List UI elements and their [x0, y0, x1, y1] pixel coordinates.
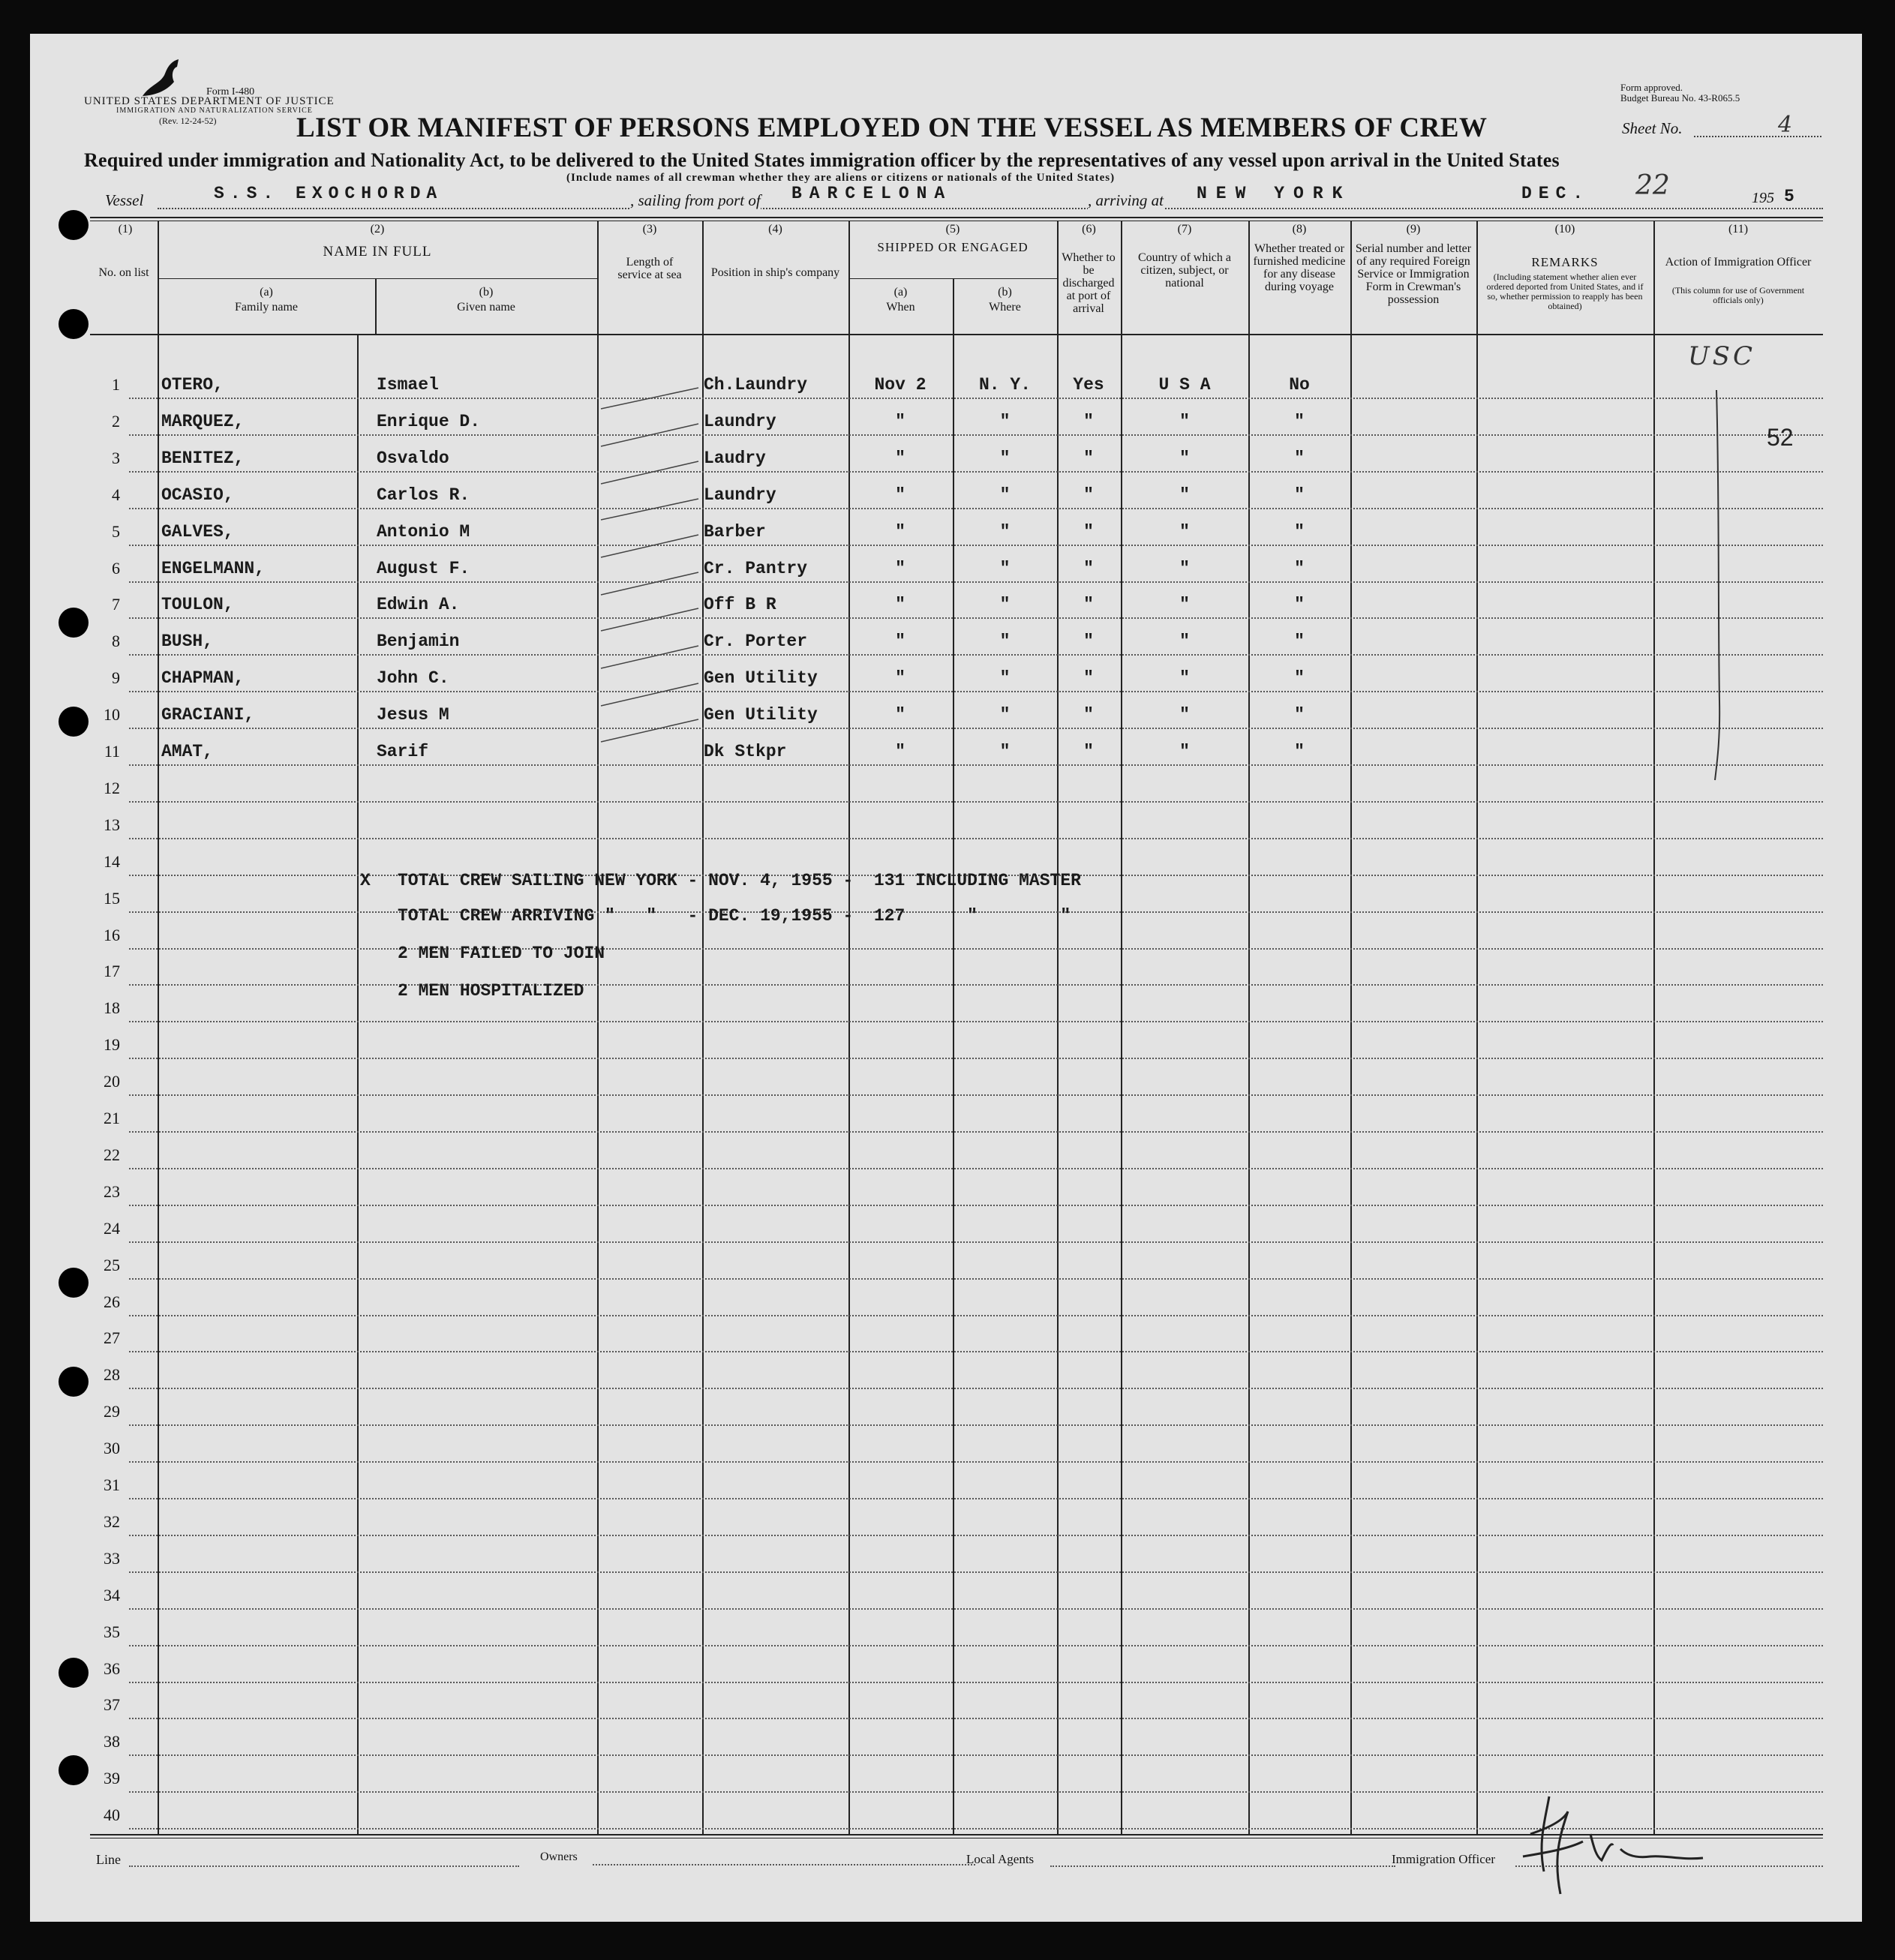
row-number: 16: [104, 925, 120, 944]
cell-given: John C.: [377, 668, 449, 689]
row-number: 6: [112, 558, 120, 578]
cell-given: Carlos R.: [377, 485, 470, 505]
row-number: 7: [112, 595, 120, 614]
cell-family: GRACIANI,: [161, 705, 255, 725]
cell-given: Edwin A.: [377, 595, 460, 615]
cell-country: ": [1179, 705, 1190, 725]
cell-country: ": [1179, 668, 1190, 689]
cell-discharged: ": [1083, 521, 1094, 542]
row-number: 13: [104, 815, 120, 834]
col4-num: (4): [768, 223, 782, 236]
row-number: 4: [112, 485, 120, 504]
cell-position: Off B R: [704, 595, 776, 615]
row-number: 36: [104, 1658, 120, 1678]
row-number: 30: [104, 1439, 120, 1458]
cell-where: ": [999, 742, 1011, 761]
col7-header: Country of which a citizen, subject, or national: [1138, 251, 1231, 290]
cell-family: MARQUEZ,: [161, 411, 245, 431]
binder-hole: [59, 210, 89, 240]
cell-given: Jesus M: [377, 705, 449, 725]
cell-position: Cr. Pantry: [704, 558, 808, 578]
cell-where: ": [999, 668, 1011, 689]
footer-officer-label: Immigration Officer: [1392, 1852, 1496, 1866]
footer-line-label: Line: [96, 1852, 121, 1867]
cell-medicine: ": [1294, 448, 1305, 468]
cell-medicine: ": [1294, 705, 1305, 725]
row-number: 2: [112, 411, 120, 431]
cell-medicine: ": [1294, 521, 1305, 542]
col2-header: NAME IN FULL: [323, 244, 432, 260]
row-number: 34: [104, 1585, 120, 1604]
length-of-service-strokes: [597, 371, 702, 761]
binder-hole: [59, 309, 89, 339]
cell-discharged: ": [1083, 632, 1094, 652]
binder-hole: [59, 1755, 89, 1785]
col11-note: (This column for use of Government officials only): [1671, 285, 1805, 305]
row-number: 29: [104, 1402, 120, 1421]
col5b-num: (b): [998, 286, 1012, 299]
cell-where: ": [999, 595, 1011, 615]
row-number: 35: [104, 1622, 120, 1641]
cell-discharged: ": [1083, 411, 1094, 431]
col11-num: (11): [1728, 223, 1749, 236]
binder-hole: [59, 1367, 89, 1397]
ink-blot-icon: [135, 55, 188, 101]
summary-line1: TOTAL CREW SAILING NEW YORK - NOV. 4, 1955 - 131 INCLUDING MASTER: [398, 871, 1081, 890]
cell-given: Osvaldo: [377, 448, 449, 468]
cell-where: ": [999, 705, 1011, 725]
cell-when: ": [895, 595, 905, 615]
col10-num: (10): [1554, 223, 1575, 236]
row-number: 11: [104, 742, 120, 761]
col1-header: No. on list: [98, 266, 149, 279]
row-number: 32: [104, 1511, 120, 1531]
cell-position: Barber: [704, 521, 766, 542]
row-number: 37: [104, 1695, 120, 1715]
row-number: 39: [104, 1769, 120, 1788]
col11-header: Action of Immigration Officer: [1665, 256, 1812, 269]
cell-family: ENGELMANN,: [161, 558, 266, 578]
cell-country: ": [1179, 521, 1190, 542]
col10-note: (Including statement whether alien ever ordered deported from United States, and if so, whether permission to reapply has been obtained): [1486, 272, 1644, 311]
col5a-num: (a): [893, 286, 908, 299]
cell-when: Nov 2: [874, 375, 926, 395]
col4-header: Position in ship's company: [710, 266, 840, 279]
row-number: 28: [104, 1365, 120, 1385]
officer-signature: [1508, 1789, 1710, 1901]
cell-where: ": [999, 521, 1011, 542]
sheet-number: 4: [1778, 112, 1793, 138]
col3-header: Length of service at sea: [617, 256, 682, 281]
page-title: LIST OR MANIFEST OF PERSONS EMPLOYED ON THE VESSEL AS MEMBERS OF CREW: [296, 113, 1488, 143]
cell-discharged: ": [1083, 558, 1094, 578]
row-number: 38: [104, 1732, 120, 1751]
sheet-label: Sheet No.: [1622, 119, 1683, 137]
cell-position: Dk Stkpr: [704, 742, 787, 761]
col6-num: (6): [1082, 223, 1096, 236]
cell-position: Cr. Porter: [704, 632, 808, 652]
cell-where: ": [999, 558, 1011, 578]
col6-header: Whether to be discharged at port of arrival: [1062, 251, 1116, 315]
col2a-header: Family name: [235, 301, 298, 314]
cell-discharged: ": [1083, 595, 1094, 615]
cell-position: Ch.Laundry: [704, 375, 808, 395]
cell-when: ": [895, 742, 905, 761]
summary-line2: TOTAL CREW ARRIVING " " - DEC. 19,1955 - 127 " ": [398, 906, 1071, 926]
cell-where: N. Y.: [978, 375, 1031, 395]
binder-hole: [59, 608, 89, 638]
row-number: 33: [104, 1548, 120, 1568]
cell-when: ": [895, 485, 905, 505]
cell-discharged: ": [1083, 742, 1094, 761]
cell-discharged: ": [1083, 705, 1094, 725]
binder-hole: [59, 1268, 89, 1298]
inclusion-note: (Include names of all crewman whether they are aliens or citizens or nationals of the United States): [566, 172, 1116, 184]
col5b-header: Where: [989, 301, 1021, 314]
row-number: 40: [104, 1805, 120, 1825]
row-number: 5: [112, 521, 120, 541]
cell-discharged: ": [1083, 485, 1094, 505]
cell-family: BUSH,: [161, 632, 214, 652]
service-name: IMMIGRATION AND NATURALIZATION SERVICE: [116, 107, 313, 115]
cell-country: ": [1179, 595, 1190, 615]
footer-owners-label: Owners: [540, 1850, 578, 1863]
summary-line3: 2 MEN FAILED TO JOIN: [398, 944, 605, 963]
cell-position: Laudry: [704, 448, 766, 468]
cell-medicine: ": [1294, 411, 1305, 431]
row-number: 8: [112, 632, 120, 651]
cell-when: ": [895, 558, 905, 578]
cell-family: GALVES,: [161, 521, 234, 542]
col2b-num: (b): [479, 286, 494, 299]
cell-where: ": [999, 632, 1011, 652]
cell-given: Antonio M: [377, 521, 470, 542]
cell-country: ": [1179, 411, 1190, 431]
row-number: 26: [104, 1292, 120, 1311]
row-number: 22: [104, 1145, 120, 1164]
cell-when: ": [895, 448, 905, 468]
form-number: Form I-480: [206, 86, 255, 98]
binder-hole: [59, 1658, 89, 1688]
row-number: 9: [112, 668, 120, 688]
cell-discharged: Yes: [1073, 375, 1104, 395]
footer-agents-label: Local Agents: [966, 1852, 1035, 1866]
cell-medicine: ": [1294, 742, 1305, 761]
cell-given: Sarif: [377, 742, 429, 761]
vessel-label: Vessel: [105, 191, 144, 209]
cell-where: ": [999, 411, 1011, 431]
cell-given: Benjamin: [377, 632, 460, 652]
cell-family: CHAPMAN,: [161, 668, 245, 689]
col5-header: SHIPPED OR ENGAGED: [877, 240, 1029, 254]
cell-medicine: ": [1294, 632, 1305, 652]
cell-medicine: No: [1289, 375, 1310, 395]
row-number: 20: [104, 1072, 120, 1091]
row-number: 23: [104, 1181, 120, 1201]
cell-country: ": [1179, 558, 1190, 578]
col1-num: (1): [118, 223, 133, 236]
cell-medicine: ": [1294, 668, 1305, 689]
department-name: UNITED STATES DEPARTMENT OF JUSTICE: [84, 95, 335, 107]
row-number: 31: [104, 1475, 120, 1494]
cell-when: ": [895, 668, 905, 689]
col8-num: (8): [1292, 223, 1307, 236]
cell-given: Enrique D.: [377, 411, 481, 431]
row-number: 14: [104, 851, 120, 871]
cell-when: ": [895, 632, 905, 652]
cell-country: U S A: [1158, 375, 1211, 395]
cell-where: ": [999, 448, 1011, 468]
cell-medicine: ": [1294, 485, 1305, 505]
row-number: 25: [104, 1255, 120, 1274]
cell-position: Gen Utility: [704, 705, 818, 725]
cell-country: ": [1179, 448, 1190, 468]
cell-position: Gen Utility: [704, 668, 818, 689]
row-number: 24: [104, 1218, 120, 1238]
cell-family: AMAT,: [161, 742, 214, 761]
col7-num: (7): [1177, 223, 1192, 236]
arrival-port: NEW YORK: [1197, 184, 1352, 203]
year-prefix: 195: [1752, 190, 1774, 206]
cell-position: Laundry: [704, 485, 776, 505]
col9-header: Serial number and letter of any required Foreign Service or Immigration Form in Crewman's possession: [1355, 242, 1472, 306]
row-number: 12: [104, 778, 120, 797]
binder-hole: [59, 707, 89, 737]
cell-medicine: ": [1294, 558, 1305, 578]
budget-bureau: Budget Bureau No. 43-R065.5: [1620, 92, 1740, 104]
cell-country: ": [1179, 742, 1190, 761]
vessel-name: S.S. EXOCHORDA: [214, 184, 443, 203]
col2a-num: (a): [260, 286, 273, 299]
row-number: 21: [104, 1109, 120, 1127]
arriving-label: , arriving at: [1088, 191, 1164, 209]
count-annotation: 52: [1767, 424, 1794, 451]
arrival-day: 22: [1635, 170, 1670, 201]
row-number: 19: [104, 1035, 120, 1055]
cell-medicine: ": [1294, 595, 1305, 615]
col2-num: (2): [370, 223, 385, 236]
cell-when: ": [895, 705, 905, 725]
col3-num: (3): [642, 223, 657, 236]
cell-when: ": [895, 521, 905, 542]
col9-num: (9): [1406, 223, 1421, 236]
row-number: 27: [104, 1328, 120, 1348]
cell-discharged: ": [1083, 668, 1094, 689]
cell-family: OCASIO,: [161, 485, 234, 505]
cell-given: Ismael: [377, 375, 439, 395]
row-number: 10: [104, 705, 120, 725]
summary-mark: X: [360, 871, 371, 890]
bracket-line: [1710, 386, 1725, 784]
summary-line4: 2 MEN HOSPITALIZED: [398, 981, 584, 1001]
revision: (Rev. 12-24-52): [159, 116, 217, 126]
cell-country: ": [1179, 485, 1190, 505]
row-number: 18: [104, 998, 120, 1018]
cell-discharged: ": [1083, 448, 1094, 468]
row-number: 17: [104, 962, 120, 981]
form-approved: Form approved.: [1620, 82, 1683, 93]
cell-family: BENITEZ,: [161, 448, 245, 468]
cell-where: ": [999, 485, 1011, 505]
col5-num: (5): [945, 223, 960, 236]
col10-header: REMARKS: [1531, 255, 1599, 269]
subtitle: Required under immigration and Nationality Act, to be delivered to the United States immigration officer by the representatives of any vessel upon arrival in the United States: [84, 149, 1560, 171]
row-number: 1: [112, 375, 120, 394]
cell-family: OTERO,: [161, 375, 224, 395]
col2b-header: Given name: [457, 301, 515, 314]
cell-country: ": [1179, 632, 1190, 652]
row-number: 15: [104, 888, 120, 908]
cell-when: ": [895, 411, 905, 431]
port-of-sailing: BARCELONA: [791, 184, 953, 203]
cell-position: Laundry: [704, 411, 776, 431]
manifest-sheet: [30, 34, 1862, 1922]
col8-header: Whether treated or furnished medicine for any disease during voyage: [1253, 242, 1346, 293]
year-suffix: 5: [1784, 187, 1794, 206]
col5a-header: When: [886, 301, 915, 314]
row-number: 3: [112, 448, 120, 467]
cell-family: TOULON,: [161, 595, 234, 615]
uso-annotation: USC: [1688, 341, 1755, 371]
cell-given: August F.: [377, 558, 470, 578]
sailing-label: , sailing from port of: [630, 191, 761, 209]
arrival-month: DEC.: [1521, 184, 1590, 203]
